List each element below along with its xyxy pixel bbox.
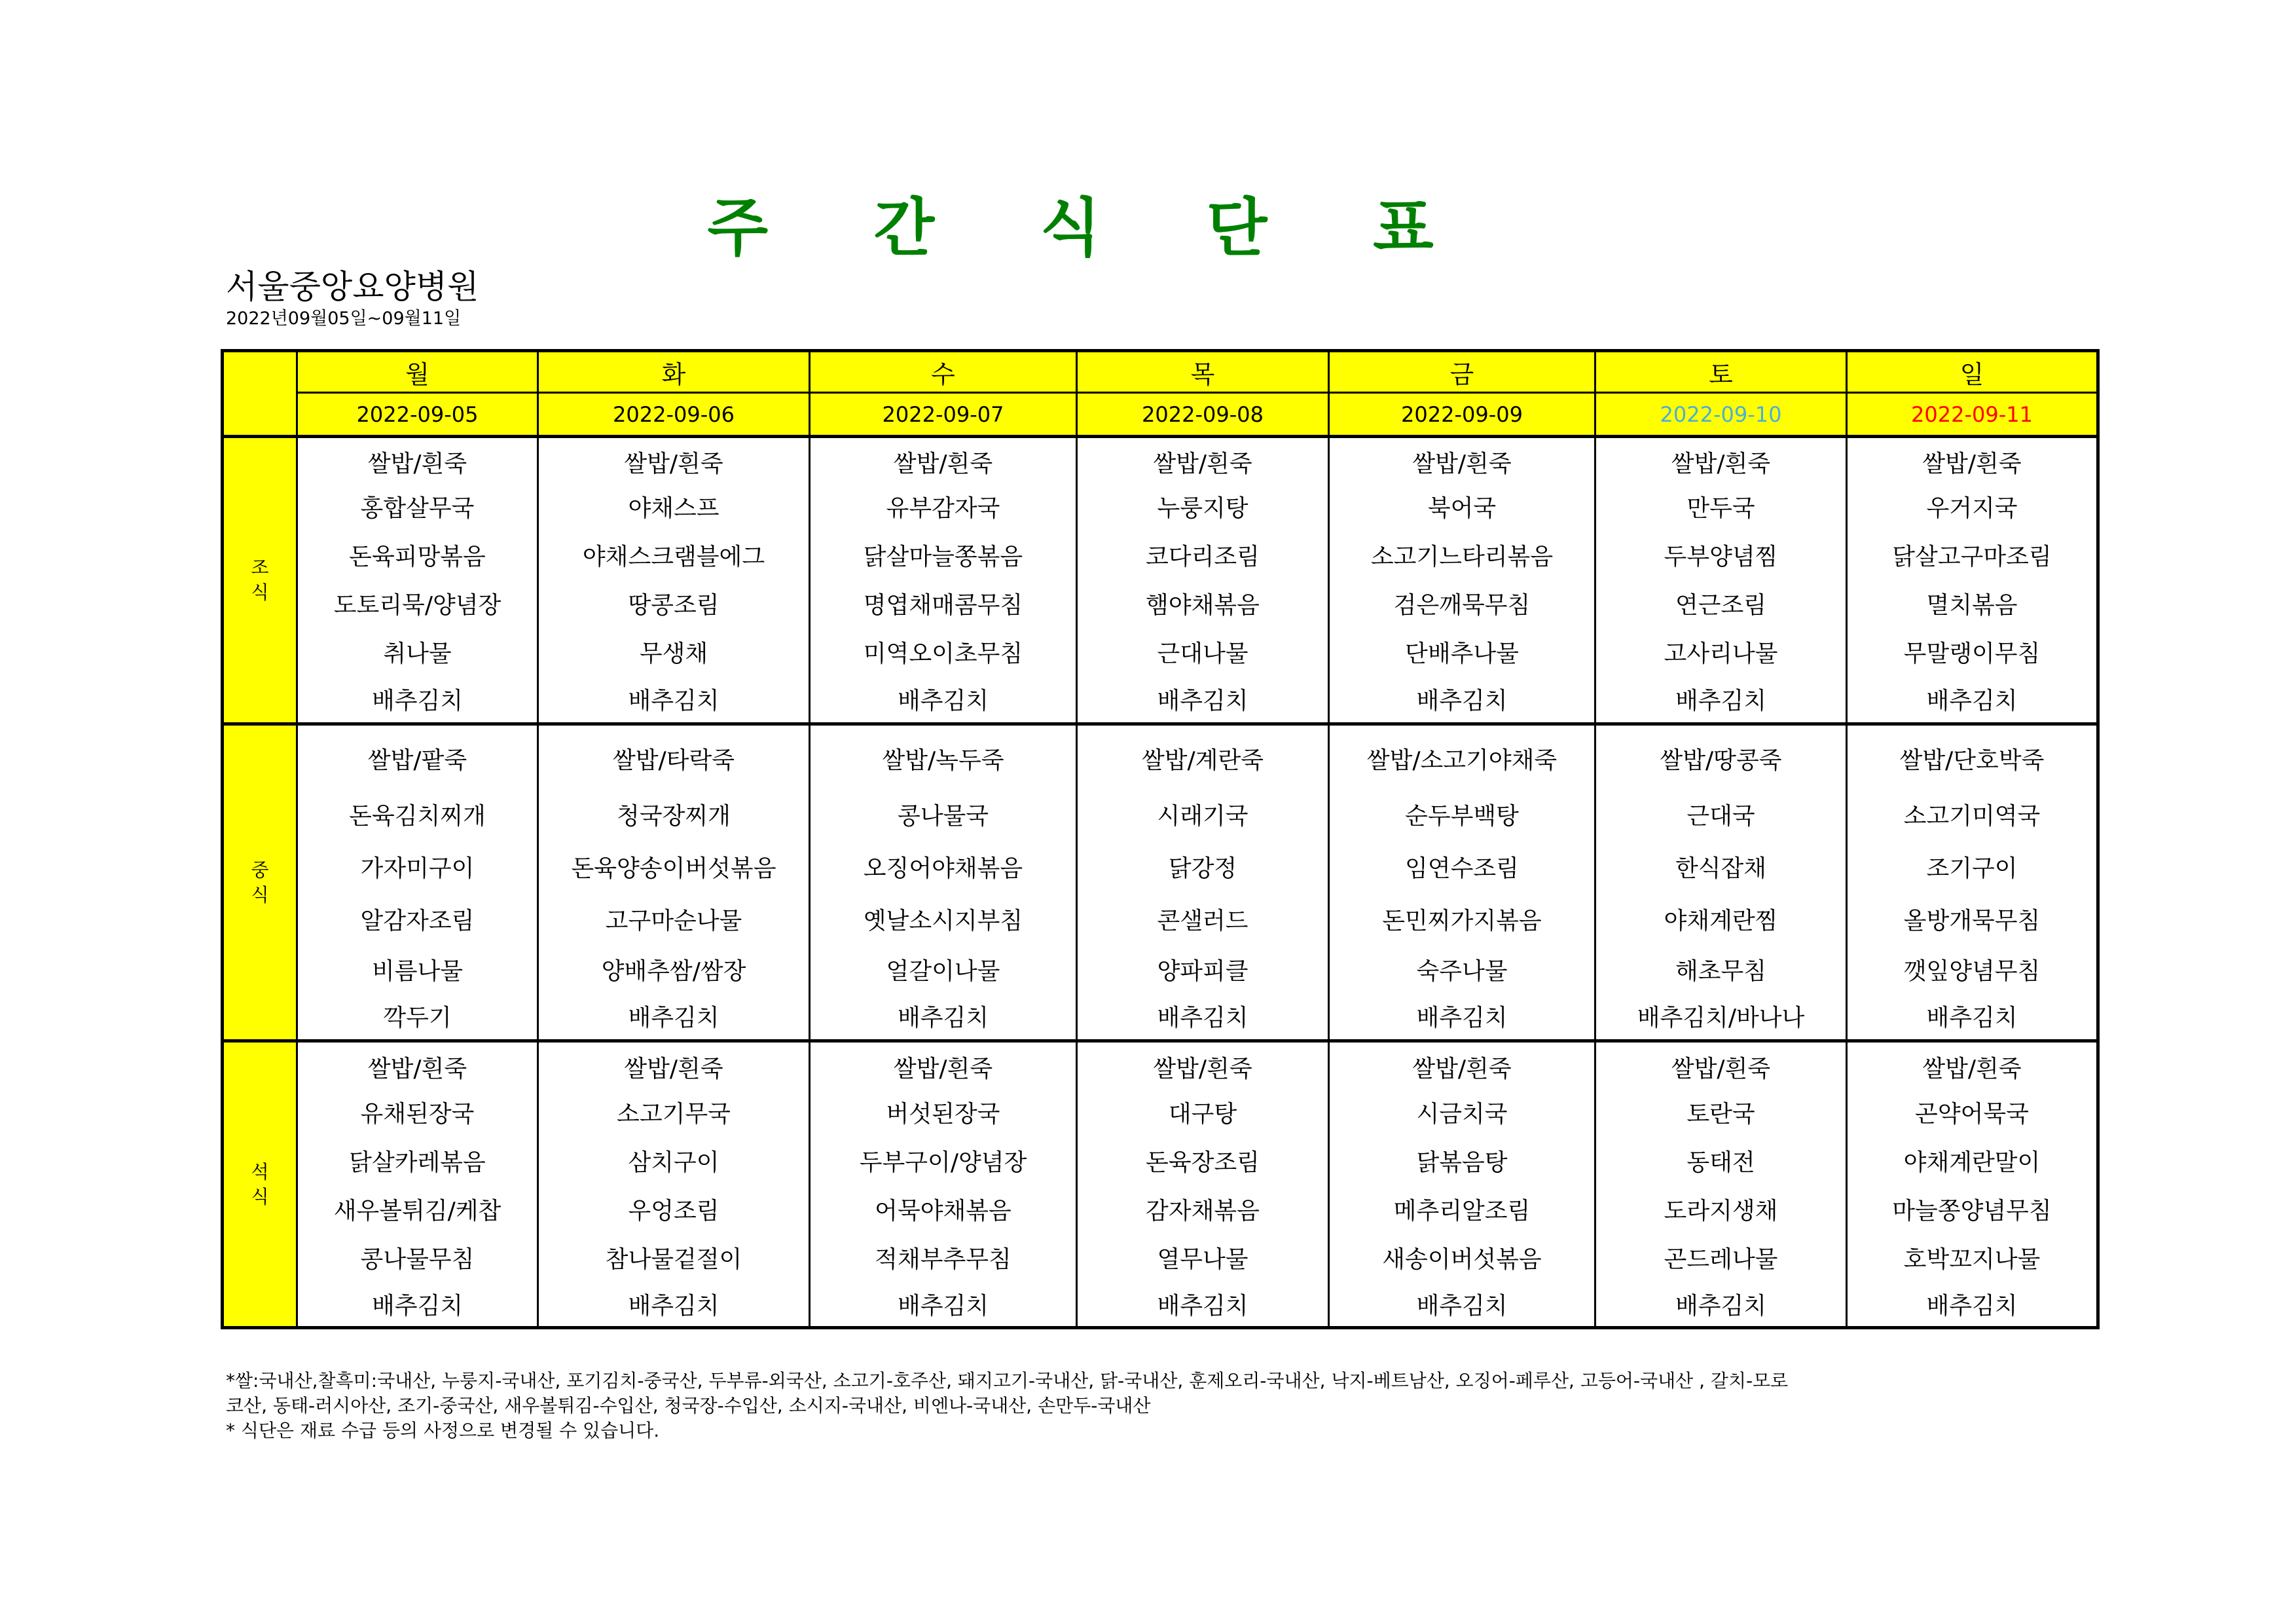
menu-row bbox=[223, 483, 2098, 531]
menu-item: 곤약어묵국 bbox=[1847, 1088, 2098, 1137]
menu-item: 마늘쫑양념무침 bbox=[1847, 1185, 2098, 1234]
menu-item: 돈육장조림 bbox=[1077, 1137, 1329, 1185]
menu-item: 배추김치 bbox=[538, 676, 810, 724]
menu-period: 2022년09월05일~09월11일 bbox=[226, 308, 462, 329]
menu-item: 적채부추무침 bbox=[810, 1234, 1077, 1282]
menu-item: 쌀밥/타락죽 bbox=[538, 724, 810, 788]
menu-item: 동태전 bbox=[1595, 1137, 1847, 1185]
menu-row bbox=[223, 437, 2098, 483]
menu-item: 청국장찌개 bbox=[538, 788, 810, 841]
menu-item: 쌀밥/흰죽 bbox=[810, 437, 1077, 483]
day-header: 금 bbox=[1329, 351, 1595, 393]
menu-row bbox=[223, 993, 2098, 1041]
menu-item: 검은깨묵무침 bbox=[1329, 580, 1595, 628]
day-header: 일 bbox=[1847, 351, 2098, 393]
menu-item: 배추김치 bbox=[1329, 676, 1595, 724]
date-header-saturday: 2022-09-10 bbox=[1595, 393, 1847, 437]
menu-row bbox=[223, 724, 2098, 788]
day-header: 월 bbox=[297, 351, 538, 393]
menu-item: 삼치구이 bbox=[538, 1137, 810, 1185]
menu-item: 배추김치 bbox=[1077, 993, 1329, 1041]
menu-item: 닭살마늘쫑볶음 bbox=[810, 531, 1077, 580]
menu-item: 배추김치 bbox=[810, 993, 1077, 1041]
menu-item: 닭볶음탕 bbox=[1329, 1137, 1595, 1185]
menu-item: 해초무침 bbox=[1595, 946, 1847, 993]
menu-row bbox=[223, 1282, 2098, 1328]
meal-label: 조식 bbox=[251, 557, 269, 603]
meal-label: 석식 bbox=[251, 1160, 269, 1208]
menu-item: 야채계란찜 bbox=[1595, 893, 1847, 946]
menu-row bbox=[223, 676, 2098, 724]
menu-item: 쌀밥/흰죽 bbox=[538, 437, 810, 483]
menu-item: 임연수조림 bbox=[1329, 841, 1595, 893]
menu-item: 쌀밥/흰죽 bbox=[297, 437, 538, 483]
date-header: 2022-09-08 bbox=[1077, 393, 1329, 437]
day-header-row bbox=[223, 351, 2098, 393]
menu-item: 가자미구이 bbox=[297, 841, 538, 893]
meal-label-cell bbox=[223, 437, 297, 724]
menu-item: 얼갈이나물 bbox=[810, 946, 1077, 993]
day-header: 수 bbox=[810, 351, 1077, 393]
menu-row bbox=[223, 580, 2098, 628]
menu-row bbox=[223, 628, 2098, 676]
menu-item: 배추김치 bbox=[1077, 676, 1329, 724]
menu-item: 만두국 bbox=[1595, 483, 1847, 531]
menu-item: 돈육양송이버섯볶음 bbox=[538, 841, 810, 893]
menu-item: 콘샐러드 bbox=[1077, 893, 1329, 946]
menu-item: 명엽채매콤무침 bbox=[810, 580, 1077, 628]
menu-item: 새송이버섯볶음 bbox=[1329, 1234, 1595, 1282]
menu-item: 쌀밥/흰죽 bbox=[538, 1041, 810, 1088]
menu-item: 곤드레나물 bbox=[1595, 1234, 1847, 1282]
day-header: 목 bbox=[1077, 351, 1329, 393]
menu-item: 돈육김치찌개 bbox=[297, 788, 538, 841]
menu-item: 배추김치 bbox=[1847, 993, 2098, 1041]
menu-item: 배추김치 bbox=[1847, 1282, 2098, 1328]
menu-item: 쌀밥/흰죽 bbox=[1329, 437, 1595, 483]
menu-item: 토란국 bbox=[1595, 1088, 1847, 1137]
menu-item: 취나물 bbox=[297, 628, 538, 676]
menu-item: 배추김치 bbox=[297, 1282, 538, 1328]
day-header: 화 bbox=[538, 351, 810, 393]
menu-row bbox=[223, 893, 2098, 946]
menu-item: 콩나물무침 bbox=[297, 1234, 538, 1282]
menu-item: 연근조림 bbox=[1595, 580, 1847, 628]
menu-item: 배추김치 bbox=[810, 676, 1077, 724]
menu-item: 배추김치 bbox=[538, 1282, 810, 1328]
menu-item: 옛날소시지부침 bbox=[810, 893, 1077, 946]
menu-item: 쌀밥/흰죽 bbox=[1847, 1041, 2098, 1088]
menu-item: 비름나물 bbox=[297, 946, 538, 993]
menu-item: 소고기느타리볶음 bbox=[1329, 531, 1595, 580]
menu-item: 땅콩조림 bbox=[538, 580, 810, 628]
menu-item: 대구탕 bbox=[1077, 1088, 1329, 1137]
menu-row bbox=[223, 1041, 2098, 1088]
menu-item: 유채된장국 bbox=[297, 1088, 538, 1137]
menu-item: 무말랭이무침 bbox=[1847, 628, 2098, 676]
menu-item: 두부양념찜 bbox=[1595, 531, 1847, 580]
menu-item: 쌀밥/땅콩죽 bbox=[1595, 724, 1847, 788]
menu-item: 양배추쌈/쌈장 bbox=[538, 946, 810, 993]
menu-item: 배추김치/바나나 bbox=[1595, 993, 1847, 1041]
menu-item: 배추김치 bbox=[1847, 676, 2098, 724]
menu-item: 깍두기 bbox=[297, 993, 538, 1041]
menu-item: 올방개묵무침 bbox=[1847, 893, 2098, 946]
menu-row bbox=[223, 1185, 2098, 1234]
menu-item: 한식잡채 bbox=[1595, 841, 1847, 893]
menu-item: 미역오이초무침 bbox=[810, 628, 1077, 676]
menu-item: 고사리나물 bbox=[1595, 628, 1847, 676]
menu-item: 홍합살무국 bbox=[297, 483, 538, 531]
menu-item: 북어국 bbox=[1329, 483, 1595, 531]
menu-row bbox=[223, 1234, 2098, 1282]
menu-item: 소고기무국 bbox=[538, 1088, 810, 1137]
meal-label: 중식 bbox=[251, 858, 269, 906]
menu-item: 순두부백탕 bbox=[1329, 788, 1595, 841]
menu-item: 쌀밥/계란죽 bbox=[1077, 724, 1329, 788]
date-header-sunday: 2022-09-11 bbox=[1847, 393, 2098, 437]
hospital-name: 서울중앙요양병원 bbox=[226, 268, 479, 306]
day-header: 토 bbox=[1595, 351, 1847, 393]
date-header: 2022-09-05 bbox=[297, 393, 538, 437]
menu-row bbox=[223, 1137, 2098, 1185]
menu-item: 배추김치 bbox=[1329, 1282, 1595, 1328]
menu-item: 코다리조림 bbox=[1077, 531, 1329, 580]
meal-label-cell bbox=[223, 724, 297, 1041]
menu-item: 배추김치 bbox=[1329, 993, 1595, 1041]
menu-item: 고구마순나물 bbox=[538, 893, 810, 946]
menu-item: 깻잎양념무침 bbox=[1847, 946, 2098, 993]
menu-row bbox=[223, 531, 2098, 580]
menu-item: 배추김치 bbox=[538, 993, 810, 1041]
menu-item: 우거지국 bbox=[1847, 483, 2098, 531]
menu-item: 쌀밥/흰죽 bbox=[810, 1041, 1077, 1088]
menu-item: 닭살고구마조림 bbox=[1847, 531, 2098, 580]
menu-item: 쌀밥/단호박죽 bbox=[1847, 724, 2098, 788]
menu-item: 쌀밥/흰죽 bbox=[1077, 1041, 1329, 1088]
menu-item: 버섯된장국 bbox=[810, 1088, 1077, 1137]
menu-item: 소고기미역국 bbox=[1847, 788, 2098, 841]
menu-item: 숙주나물 bbox=[1329, 946, 1595, 993]
menu-item: 배추김치 bbox=[810, 1282, 1077, 1328]
menu-item: 근대나물 bbox=[1077, 628, 1329, 676]
menu-item: 도토리묵/양념장 bbox=[297, 580, 538, 628]
menu-item: 멸치볶음 bbox=[1847, 580, 2098, 628]
menu-item: 근대국 bbox=[1595, 788, 1847, 841]
menu-item: 쌀밥/흰죽 bbox=[1847, 437, 2098, 483]
note-line: *쌀:국내산,찰흑미:국내산, 누룽지-국내산, 포기김치-중국산, 두부류-외국산, 소고기-호주산, 돼지고기-국내산, 닭-국내산, 훈제오리-국내산, 낙지-베트남산, 오징어-페루산, 고등어-국내산 , 갈치-모로 bbox=[226, 1370, 1789, 1392]
menu-item: 돈육피망볶음 bbox=[297, 531, 538, 580]
note-line: 코산, 동태-러시아산, 조기-중국산, 새우볼튀김-수입산, 청국장-수입산, 소시지-국내산, 비엔나-국내산, 손만두-국내산 bbox=[226, 1395, 1151, 1416]
menu-item: 무생채 bbox=[538, 628, 810, 676]
menu-item: 햄야채볶음 bbox=[1077, 580, 1329, 628]
menu-item: 오징어야채볶음 bbox=[810, 841, 1077, 893]
menu-item: 닭살카레볶음 bbox=[297, 1137, 538, 1185]
menu-row bbox=[223, 788, 2098, 841]
menu-item: 쌀밥/소고기야채죽 bbox=[1329, 724, 1595, 788]
date-header: 2022-09-09 bbox=[1329, 393, 1595, 437]
menu-item: 쌀밥/녹두죽 bbox=[810, 724, 1077, 788]
menu-row bbox=[223, 946, 2098, 993]
menu-row bbox=[223, 841, 2098, 893]
menu-item: 쌀밥/흰죽 bbox=[1595, 437, 1847, 483]
menu-item: 쌀밥/흰죽 bbox=[1595, 1041, 1847, 1088]
date-header-row bbox=[223, 393, 2098, 437]
menu-item: 쌀밥/흰죽 bbox=[297, 1041, 538, 1088]
menu-item: 배추김치 bbox=[297, 676, 538, 724]
menu-row bbox=[223, 1088, 2098, 1137]
menu-item: 우엉조림 bbox=[538, 1185, 810, 1234]
menu-item: 쌀밥/팥죽 bbox=[297, 724, 538, 788]
menu-item: 조기구이 bbox=[1847, 841, 2098, 893]
menu-item: 양파피클 bbox=[1077, 946, 1329, 993]
corner-cell bbox=[223, 351, 297, 437]
menu-item: 열무나물 bbox=[1077, 1234, 1329, 1282]
menu-item: 배추김치 bbox=[1077, 1282, 1329, 1328]
note-line: * 식단은 재료 수급 등의 사정으로 변경될 수 있습니다. bbox=[226, 1420, 660, 1441]
menu-item: 시금치국 bbox=[1329, 1088, 1595, 1137]
page-title: 주 간 식 단 표 bbox=[707, 191, 1476, 265]
menu-item: 야채스프 bbox=[538, 483, 810, 531]
menu-item: 알감자조림 bbox=[297, 893, 538, 946]
menu-item: 누룽지탕 bbox=[1077, 483, 1329, 531]
menu-item: 감자채볶음 bbox=[1077, 1185, 1329, 1234]
menu-item: 닭강정 bbox=[1077, 841, 1329, 893]
menu-item: 메추리알조림 bbox=[1329, 1185, 1595, 1234]
weekly-menu-table bbox=[221, 349, 2100, 1329]
menu-item: 도라지생채 bbox=[1595, 1185, 1847, 1234]
menu-item: 야채스크램블에그 bbox=[538, 531, 810, 580]
menu-item: 새우볼튀김/케찹 bbox=[297, 1185, 538, 1234]
menu-item: 시래기국 bbox=[1077, 788, 1329, 841]
menu-item: 돈민찌가지볶음 bbox=[1329, 893, 1595, 946]
menu-item: 호박꼬지나물 bbox=[1847, 1234, 2098, 1282]
menu-item: 쌀밥/흰죽 bbox=[1329, 1041, 1595, 1088]
menu-item: 어묵야채볶음 bbox=[810, 1185, 1077, 1234]
menu-item: 야채계란말이 bbox=[1847, 1137, 2098, 1185]
menu-item: 두부구이/양념장 bbox=[810, 1137, 1077, 1185]
menu-item: 쌀밥/흰죽 bbox=[1077, 437, 1329, 483]
origin-notes bbox=[226, 1369, 2098, 1443]
date-header: 2022-09-06 bbox=[538, 393, 810, 437]
meal-label-cell bbox=[223, 1041, 297, 1328]
menu-item: 콩나물국 bbox=[810, 788, 1077, 841]
menu-item: 배추김치 bbox=[1595, 676, 1847, 724]
menu-item: 배추김치 bbox=[1595, 1282, 1847, 1328]
menu-item: 참나물겉절이 bbox=[538, 1234, 810, 1282]
menu-item: 단배추나물 bbox=[1329, 628, 1595, 676]
date-header: 2022-09-07 bbox=[810, 393, 1077, 437]
menu-item: 유부감자국 bbox=[810, 483, 1077, 531]
